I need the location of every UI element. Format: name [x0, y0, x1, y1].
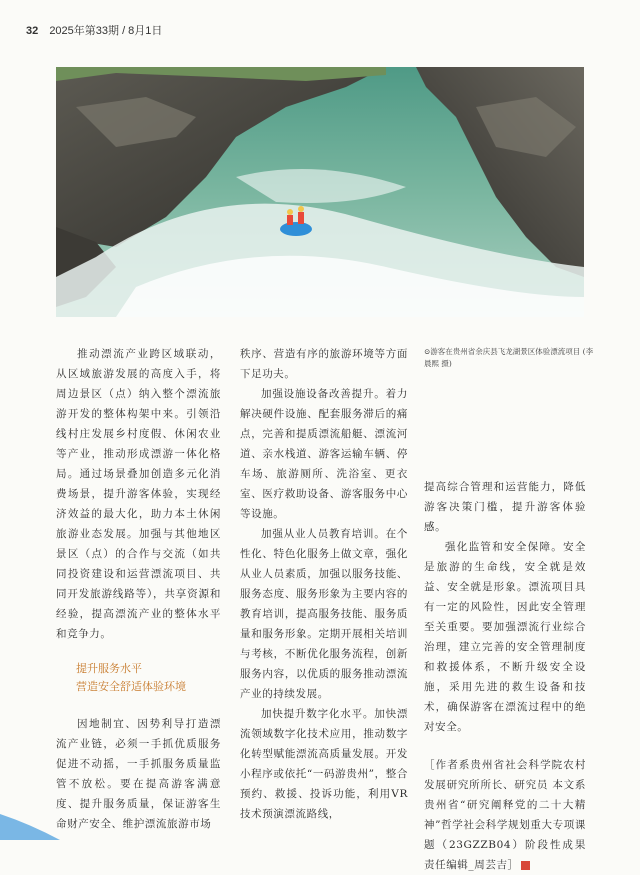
- paragraph: 强化监管和安全保障。安全是旅游的生命线，安全就是效益、安全就是形象。漂流项目具有一定的风险性，因此安全管理至关重要。要加强漂流行业综合治理，建立完善的安全管理制度和救援体系，不断升级安全设施，采用先进的救生设备和技术，确保游客在漂流过程中的绝对安全。: [424, 541, 586, 733]
- paragraph: 提高综合管理和运营能力，降低游客决策门槛，提升游客体验感。: [424, 481, 586, 533]
- paragraph: 加快提升数字化水平。加快漂流领域数字化技术应用，推动数字化转型赋能漂流高质量发展。开发小程序或依托“一码游贵州”，整合预约、救援、投诉功能，利用VR技术预演漂流路线，: [240, 708, 408, 820]
- paragraph: 因地制宜、因势利导打造漂流产业链，必须一手抓优质服务促进不动摇，一手抓服务质量监管不放松。要在提高游客满意度、提升服务质量，保证游客生命财产安全、维护漂流旅游市场: [56, 718, 221, 830]
- photo-caption: ⊙游客在贵州省余庆县飞龙湖景区体验漂流项目 (李晨熙 摄): [424, 347, 594, 368]
- column-3: [424, 477, 598, 875]
- end-mark-icon: [521, 861, 530, 870]
- page-number: 32: [26, 25, 39, 37]
- paragraph: 加强从业人员教育培训。在个性化、特色化服务上做文章，强化从业人员素质，加强以服务技能、服务态度、服务形象为主要内容的教育培训，提高服务技能、服务质量和服务形象。定期开展相关培训与考核，不断优化服务流程，创新服务内容，以优质的服务推动漂流产业的持续发展。: [240, 528, 408, 700]
- column-1: [56, 344, 221, 834]
- section-heading: [76, 660, 221, 696]
- section-heading-line1: 提升服务水平: [76, 663, 142, 675]
- section-heading-line2: 营造安全舒适体验环境: [76, 681, 186, 693]
- issue-info: 2025年第33期 / 8月1日: [49, 25, 163, 37]
- paragraph: 加强设施设备改善提升。着力解决硬件设施、配套服务滞后的痛点，完善和提质漂流船艇、漂流河道、亲水栈道、游客运输车辆、停车场、旅游厕所、洗浴室、更衣室、医疗救助设备、游客服务中心等设施。: [240, 388, 408, 520]
- author-note: [424, 755, 598, 875]
- column-2: [240, 344, 408, 824]
- page-header: [26, 22, 162, 38]
- paragraph: 推动漂流产业跨区域联动，从区域旅游发展的高度入手，将周边景区（点）纳入整个漂流旅游开发的整体构架中来。引领沿线村庄发展乡村度假、休闲农业等产业，推动形成漂游一体化格局。通过场景叠加创造多元化消费场景，提升游客体验，实现经济效益的最大化，助力本土休闲旅游业态发展。加强与其他地区景区（点）的合作与交流（如共同投资建设和运营漂流项目、共同开发旅游线路等），共享资源和经验，提高漂流产业的整体水平和竞争力。: [56, 348, 221, 640]
- author-note-text: ［作者系贵州省社会科学院农村发展研究所所长、研究员 本文系贵州省“研究阐释党的二十大精神”哲学社会科学规划重大专项课题（23GZZB04）阶段性成果 责任编辑_周芸吉］: [424, 759, 598, 871]
- corner-decoration: [0, 804, 60, 840]
- rafting-photo: [56, 67, 584, 317]
- paragraph: 秩序、营造有序的旅游环境等方面下足功夫。: [240, 348, 408, 380]
